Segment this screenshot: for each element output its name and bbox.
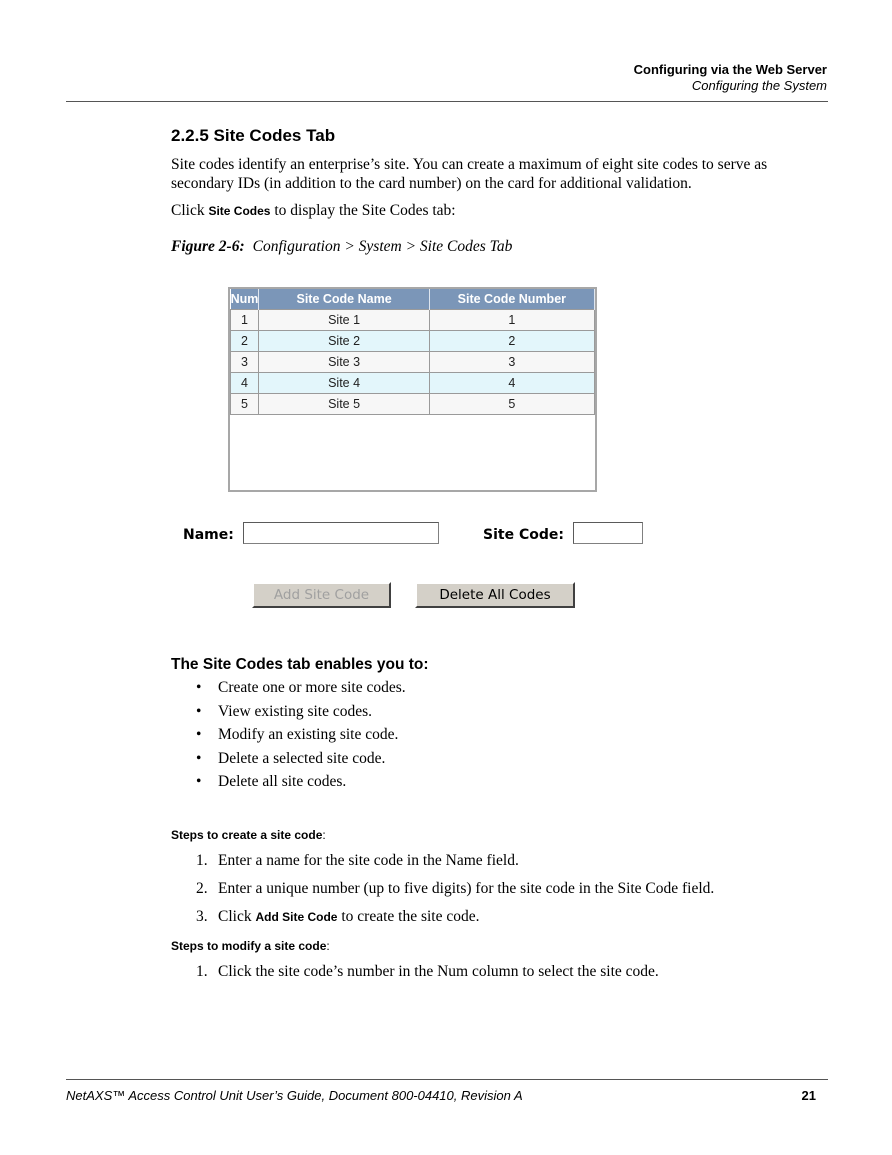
row-site-name: Site 3 — [259, 352, 429, 373]
site-code-input[interactable] — [573, 522, 643, 544]
list-item: • Delete a selected site code. — [196, 749, 386, 767]
running-header — [634, 62, 827, 94]
site-code-label: Site Code: — [483, 527, 564, 543]
ui-reference-site-codes: Site Codes — [208, 204, 271, 218]
column-header-site-code-number: Site Code Number — [429, 289, 594, 310]
table-header-row — [231, 289, 595, 310]
row-num-link[interactable]: 1 — [231, 310, 259, 331]
column-header-num: Num — [231, 289, 259, 310]
page-number: 21 — [801, 1088, 816, 1103]
row-site-number: 2 — [429, 331, 594, 352]
row-num-link[interactable]: 4 — [231, 373, 259, 394]
site-codes-table — [230, 289, 595, 415]
create-steps-heading: Steps to create a site code: — [171, 828, 326, 842]
delete-all-codes-button[interactable]: Delete All Codes — [415, 582, 575, 608]
list-item: • Create one or more site codes. — [196, 679, 406, 696]
list-item: • View existing site codes. — [196, 702, 373, 720]
list-item: • Modify an existing site code. — [196, 726, 399, 743]
figure-title: Configuration > System > Site Codes Tab — [252, 238, 513, 255]
capabilities-heading: The Site Codes tab enables you to: — [171, 656, 429, 673]
row-num-link[interactable]: 2 — [231, 331, 259, 352]
list-item: 1. Enter a name for the site code in the Name field. — [196, 852, 519, 869]
list-item: • Delete all site codes. — [196, 773, 347, 790]
footer-rule — [66, 1079, 828, 1080]
section-title: 2.2.5 Site Codes Tab — [171, 126, 336, 145]
header-rule — [66, 101, 828, 102]
table-row[interactable] — [231, 310, 595, 331]
row-site-name: Site 1 — [259, 310, 429, 331]
row-site-number: 4 — [429, 373, 594, 394]
list-item: 3. Click Add Site Code to create the site code. — [196, 908, 480, 925]
list-item: 2. Enter a unique number (up to five digits) for the site code in the Site Code field. — [196, 880, 715, 897]
header-section: Configuring the System — [691, 78, 827, 93]
intro-paragraph: Site codes identify an enterprise’s site. You can create a maximum of eight site codes to serve as secondary IDs (in addition to the card number) on the card for additional validation. — [171, 156, 768, 192]
row-num-link[interactable]: 3 — [231, 352, 259, 373]
click-prefix: Click — [171, 202, 209, 219]
click-instruction — [171, 201, 811, 221]
name-label: Name: — [183, 527, 234, 543]
row-site-number: 3 — [429, 352, 594, 373]
column-header-site-code-name: Site Code Name — [259, 289, 429, 310]
click-suffix: to display the Site Codes tab: — [270, 202, 456, 219]
figure-caption — [171, 238, 811, 256]
create-steps-list — [196, 847, 714, 931]
table-row[interactable] — [231, 394, 595, 415]
list-item: 1. Click the site code’s number in the Num column to select the site code. — [196, 963, 659, 980]
row-site-name: Site 4 — [259, 373, 429, 394]
name-input[interactable] — [243, 522, 439, 544]
site-codes-table-panel — [228, 287, 597, 492]
row-site-name: Site 5 — [259, 394, 429, 415]
table-row[interactable] — [231, 331, 595, 352]
row-site-number: 1 — [429, 310, 594, 331]
row-site-number: 5 — [429, 394, 594, 415]
capabilities-list — [196, 676, 406, 794]
row-site-name: Site 2 — [259, 331, 429, 352]
footer-document-title: NetAXS™ Access Control Unit User’s Guide, Document 800-04410, Revision A — [66, 1088, 523, 1103]
modify-steps-heading: Steps to modify a site code: — [171, 939, 330, 953]
row-num-link[interactable]: 5 — [231, 394, 259, 415]
figure-label: Figure 2-6: — [171, 238, 245, 255]
ui-reference-add-site-code: Add Site Code — [255, 910, 338, 924]
table-row[interactable] — [231, 352, 595, 373]
modify-steps-list — [196, 958, 659, 986]
add-site-code-button[interactable]: Add Site Code — [252, 582, 391, 608]
table-row[interactable] — [231, 373, 595, 394]
header-chapter: Configuring via the Web Server — [633, 62, 827, 77]
